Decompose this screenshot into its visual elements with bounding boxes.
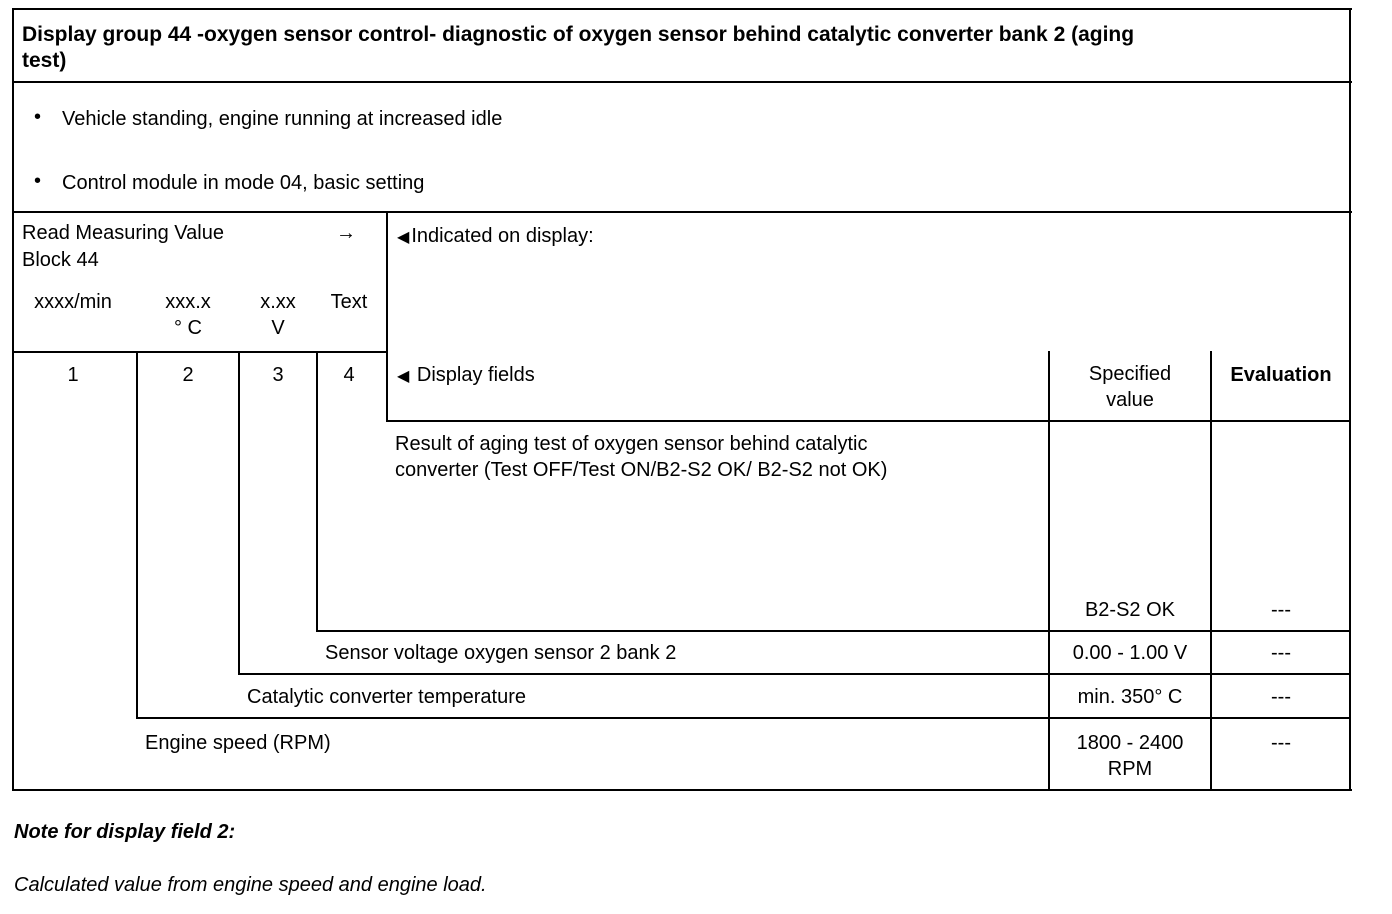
divider xyxy=(1210,351,1212,791)
desc-line: converter (Test OFF/Test ON/B2-S2 OK/ B2-S2 not OK) xyxy=(395,459,888,481)
evaluation-value: --- xyxy=(1271,686,1291,708)
row-description xyxy=(395,431,887,483)
unit-value: Text xyxy=(330,291,368,313)
field-2-line xyxy=(136,717,1351,719)
unit-suffix: ° C xyxy=(174,317,202,339)
read-block-label: Read Measuring Value xyxy=(22,222,224,244)
unit-field-4 xyxy=(318,289,380,315)
divider xyxy=(12,351,388,353)
header-text: Specified xyxy=(1088,363,1172,385)
condition-item: Vehicle standing, engine running at increased idle xyxy=(62,108,503,130)
bullet-icon: • xyxy=(34,170,42,192)
field-4-line xyxy=(316,630,1351,632)
specified-value: B2-S2 OK xyxy=(1084,599,1176,621)
spec-line: 1800 - 2400 xyxy=(1076,732,1184,754)
unit-value: x.xx xyxy=(260,291,296,313)
border xyxy=(12,8,14,791)
arrow-right-icon: → xyxy=(336,222,356,244)
bullet-icon: • xyxy=(34,106,42,128)
evaluation-value: --- xyxy=(1271,732,1291,754)
field-number: 2 xyxy=(182,364,194,386)
field-4-line xyxy=(316,351,318,632)
unit-value: xxx.x xyxy=(165,291,211,313)
header-text: value xyxy=(1106,389,1154,411)
evaluation-header: Evaluation xyxy=(1230,364,1332,386)
title-line: test) xyxy=(22,49,67,72)
desc-line: Result of aging test of oxygen sensor behind catalytic xyxy=(395,433,868,455)
condition-item: Control module in mode 04, basic setting xyxy=(62,172,425,194)
row-description: Sensor voltage oxygen sensor 2 bank 2 xyxy=(325,642,677,664)
divider xyxy=(12,211,1352,213)
triangle-left-icon: ◀ xyxy=(397,229,410,246)
border xyxy=(12,789,1352,791)
divider xyxy=(386,211,388,422)
display-fields-label: Display fields xyxy=(416,364,535,386)
unit-field-1 xyxy=(14,289,132,315)
table-title xyxy=(22,22,1134,74)
note-text: Calculated value from engine speed and engine load. xyxy=(14,874,487,896)
title-line: Display group 44 -oxygen sensor control- diagnostic of oxygen sensor behind catalytic converter bank 2 (aging xyxy=(22,23,1135,46)
field-3-line xyxy=(238,673,1351,675)
field-3-line xyxy=(238,351,240,675)
unit-field-3 xyxy=(240,289,316,341)
unit-suffix: V xyxy=(271,317,285,339)
divider xyxy=(12,81,1352,83)
spec-line: RPM xyxy=(1107,758,1153,780)
field-number: 3 xyxy=(272,364,284,386)
row-description: Engine speed (RPM) xyxy=(145,732,331,754)
specified-value: min. 350° C xyxy=(1077,686,1183,708)
evaluation-value: --- xyxy=(1271,642,1291,664)
triangle-left-icon: ◀ xyxy=(397,368,410,385)
evaluation-value: --- xyxy=(1271,599,1291,621)
divider xyxy=(386,420,1351,422)
note-title: Note for display field 2: xyxy=(14,821,236,843)
specified-value: 0.00 - 1.00 V xyxy=(1072,642,1188,664)
specified-value xyxy=(1050,730,1210,782)
border xyxy=(12,8,1352,10)
unit-value: xxxx/min xyxy=(34,291,112,313)
indicated-label: Indicated on display: xyxy=(411,225,594,247)
field-2-line xyxy=(136,351,138,719)
unit-field-2 xyxy=(138,289,238,341)
field-number: 1 xyxy=(67,364,79,386)
specified-value-header xyxy=(1050,361,1210,413)
field-number: 4 xyxy=(343,364,355,386)
divider xyxy=(1048,351,1050,791)
row-description: Catalytic converter temperature xyxy=(247,686,527,708)
read-block-number: Block 44 xyxy=(22,249,99,271)
